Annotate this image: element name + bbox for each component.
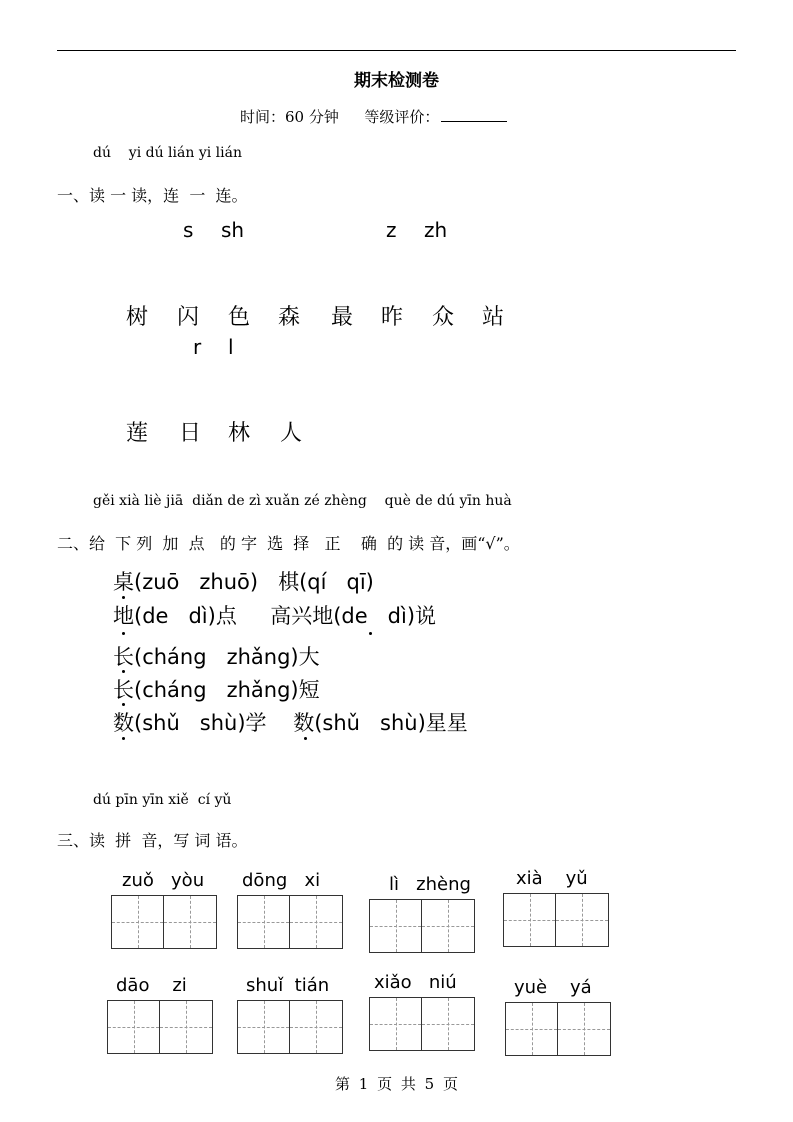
q1-letter: zh [424,218,448,242]
time-label: 时间：60 分钟 [240,108,339,126]
emphasis-dot [122,596,125,599]
answer-grid[interactable] [503,893,609,947]
q3-pinyin: dú pīn yīn xiě cí yǔ [93,792,232,808]
q3-word-pinyin: xiǎo niú [374,972,457,993]
answer-grid[interactable] [369,997,475,1051]
q1-char: 森 [278,305,301,330]
subtitle [240,106,507,127]
q2-pinyin: gěi xià liè jiā diǎn de zì xuǎn zé zhèng què de dú yīn huà [93,493,512,509]
q1-char: 人 [280,421,303,446]
q1-letter: s [183,218,194,242]
q1-char: 昨 [381,305,404,330]
grade-blank[interactable] [441,107,507,122]
emphasis-dot [122,703,125,706]
q1-char: 站 [482,305,505,330]
q3-word-pinyin: lì zhèng [389,874,471,895]
q1-char: 莲 [126,421,149,446]
q2-row: 数(shǔ shù)学 数(shǔ shù)星星 [113,711,468,735]
emphasis-dot [122,632,125,635]
q2-title: 二、给 下 列 加 点 的 字 选 择 正 确 的 读 音，画“√”。 [57,534,520,553]
q1-letter: sh [221,218,245,242]
q1-letter: l [228,335,234,359]
q1-char: 树 [126,305,149,330]
top-rule [57,50,736,51]
answer-grid[interactable] [369,899,475,953]
q1-char: 色 [228,305,251,330]
emphasis-dot [369,632,372,635]
emphasis-dot [122,670,125,673]
q3-word-pinyin: shuǐ tián [246,975,330,996]
q3-word-pinyin: dōng xi [242,870,321,891]
page-footer: 第 1 页 共 5 页 [335,1075,458,1093]
q1-pinyin: dú yi dú lián yi lián [93,145,242,161]
q2-row: 长(cháng zhǎng)大 [113,645,320,669]
q3-word-pinyin: yuè yá [514,977,592,998]
q3-word-pinyin: xià yǔ [516,868,588,889]
q2-row: 地(de dì)点 高兴地(de dì)说 [113,604,437,628]
q1-letter: r [193,335,202,359]
answer-grid[interactable] [107,1000,213,1054]
q1-char: 最 [331,305,354,330]
q1-char: 闪 [177,305,200,330]
q3-title: 三、读 拼 音，写 词 语。 [57,831,248,850]
emphasis-dot [304,737,307,740]
answer-grid[interactable] [237,895,343,949]
q2-row: 桌(zuō zhuō) 棋(qí qī) [113,570,374,594]
q1-title: 一、读 一 读，连 一 连。 [57,186,248,205]
answer-grid[interactable] [237,1000,343,1054]
q3-word-pinyin: dāo zi [116,975,187,996]
q1-letter: z [386,218,397,242]
q3-word-pinyin: zuǒ yòu [122,870,205,891]
answer-grid[interactable] [505,1002,611,1056]
q1-char: 众 [432,305,455,330]
q1-chars-row1 [0,300,793,330]
grade-label: 等级评价： [364,108,440,126]
q2-row: 长(cháng zhǎng)短 [113,678,320,702]
q1-char: 日 [179,421,202,446]
emphasis-dot [122,737,125,740]
q1-char: 林 [228,421,251,446]
q1-chars-row2 [0,416,793,446]
page-title: 期末检测卷 [354,71,439,91]
answer-grid[interactable] [111,895,217,949]
